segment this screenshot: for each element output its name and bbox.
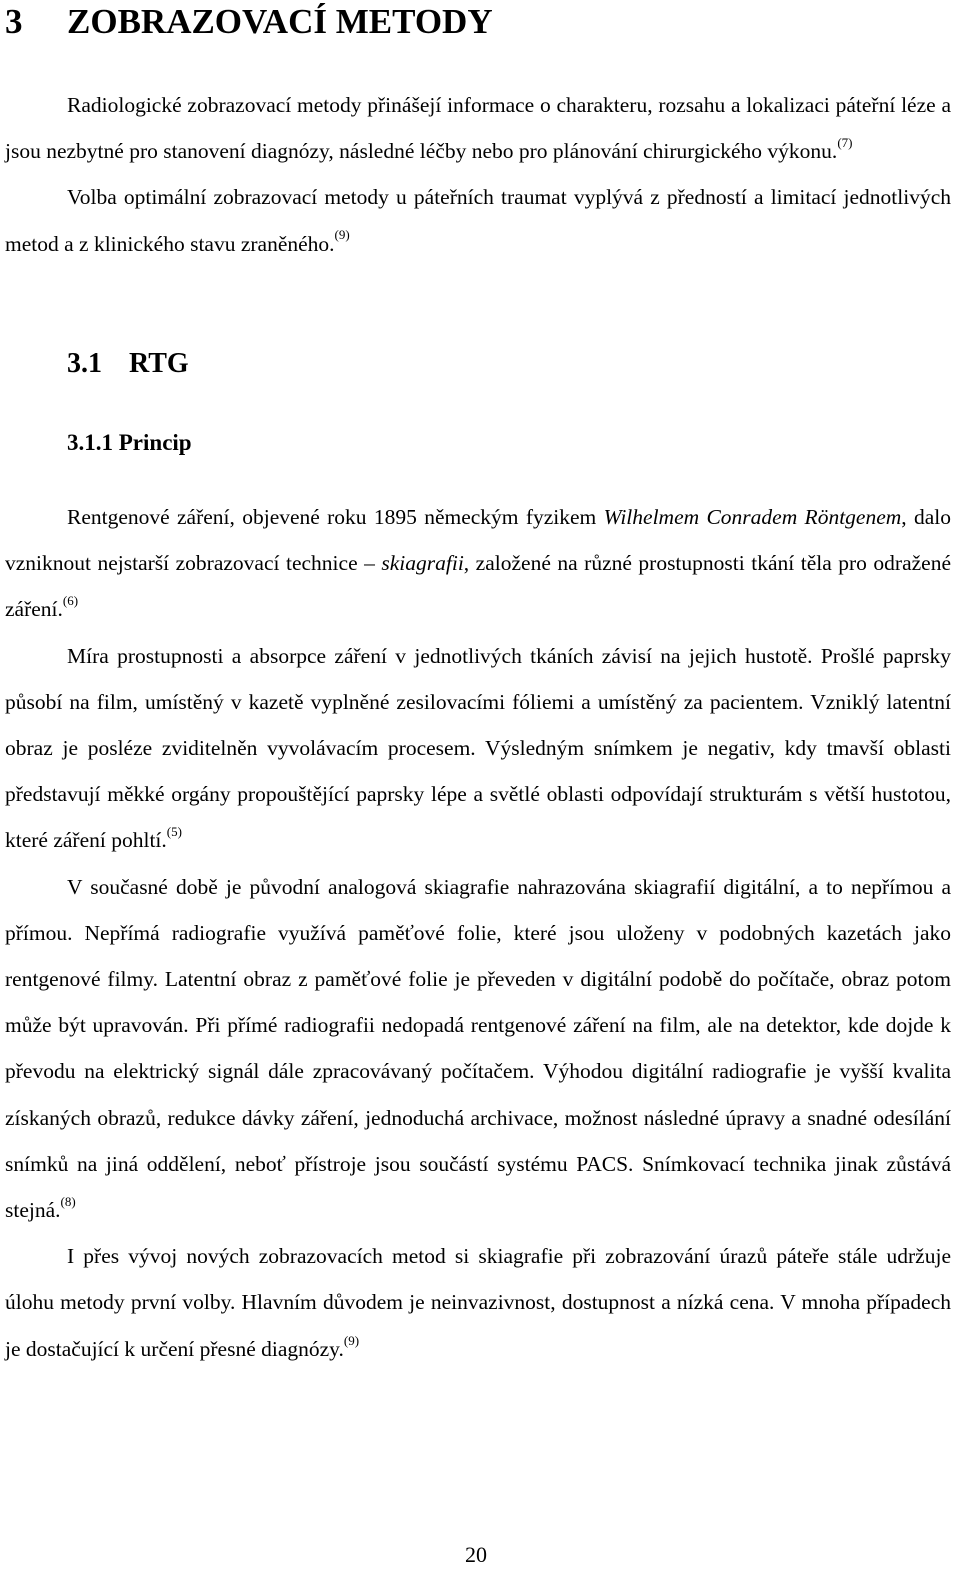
subsection-heading: 3.1.1 Princip — [67, 430, 192, 455]
chapter-number: 3 — [5, 2, 23, 41]
principle-paragraph-2: Míra prostupnosti a absorpce záření v jednotlivých tkáních závisí na jejich hustotě. Prošlé paprsky působí na film, umístěný v kazetě vyplněné zesilovacími fóliemi a umístěný za pacientem. Vzniklý latentní obraz je posléze zviditelněn vyvolávacím procesem. Výsledným snímkem je negativ, kdy tmavší oblasti představují měkké orgány propouštějící paprsky lépe a světlé oblasti odpovídají strukturám s větší hustotou, které záření pohltí.$^{(5)}$ — [5, 643, 951, 853]
citation-ref: (9) — [334, 227, 350, 243]
term-italic: skiagrafii — [381, 551, 464, 576]
chapter-heading — [5, 2, 493, 42]
principle-paragraph-1: Rentgenové záření, objevené roku 1895 německým fyzikem Wilhelmem Conradem Röntgenem, dalo vzniknout nejstarší zobrazovací technice – skiagrafii, založené na různé prostupnosti tkání těla pro odražené záření.$^{(6)}$ — [5, 505, 951, 622]
chapter-title: ZOBRAZOVACÍ METODY — [67, 2, 493, 41]
citation-ref: (5) — [166, 824, 182, 840]
citation-ref: (9) — [343, 1332, 360, 1348]
section-number: 3.1 — [67, 348, 102, 379]
principle-paragraph-3: V současné době je původní analogová skiagrafie nahrazována skiagrafií digitální, a to nepřímou a přímou. Nepřímá radiografie využívá paměťové folie, které jsou uloženy v podobných kazetách jako rentgenové filmy. Latentní obraz z paměťové folie je převeden v digitální podobě do počítače, obraz potom může být upravován. Při přímé radiografii nedopadá rentgenové záření na film, ale na detektor, kde dojde k převodu na elektrický signál dále zpracovávaný počítačem. Výhodou digitální radiografie je vyšší kvalita získaných obrazů, redukce dávky záření, jednoduchá archivace, možnost následné úpravy a snadné odesílání snímků na jiná oddělení, neboť přístroje jsou součástí systému PACS. Snímkovací technika jinak zůstává stejná.$^{(8)}$ — [5, 874, 951, 1223]
citation-ref: (6) — [62, 593, 79, 609]
citation-ref: (8) — [60, 1193, 76, 1209]
citation-ref: (7) — [837, 135, 853, 151]
section-title: RTG — [129, 348, 189, 379]
section-heading — [67, 346, 189, 382]
intro-paragraph-1: Radiologické zobrazovací metody přinášejí informace o charakteru, rozsahu a lokalizaci páteřní léze a jsou nezbytné pro stanovení diagnózy, následné léčby nebo pro plánování chirurgického výkonu.$^{(7)}$ — [5, 93, 951, 164]
principle-paragraph-4: I přes vývoj nových zobrazovacích metod si skiagrafie při zobrazování úrazů páteře stále udržuje úlohu metody první volby. Hlavním důvodem je neinvazivnost, dostupnost a nízká cena. V mnoha případech je dostačující k určení přesné diagnózy.$^{(9)}$ — [5, 1244, 951, 1361]
page-number: 20 — [465, 1542, 487, 1567]
person-name: Wilhelmem Conradem Röntgenem — [603, 505, 902, 529]
intro-block — [5, 82, 951, 267]
principle-block — [5, 494, 951, 1372]
intro-paragraph-2: Volba optimální zobrazovací metody u páteřních traumat vyplývá z předností a limitací jednotlivých metod a z klinického stavu zraněného.$^{(9)}$ — [5, 185, 951, 256]
